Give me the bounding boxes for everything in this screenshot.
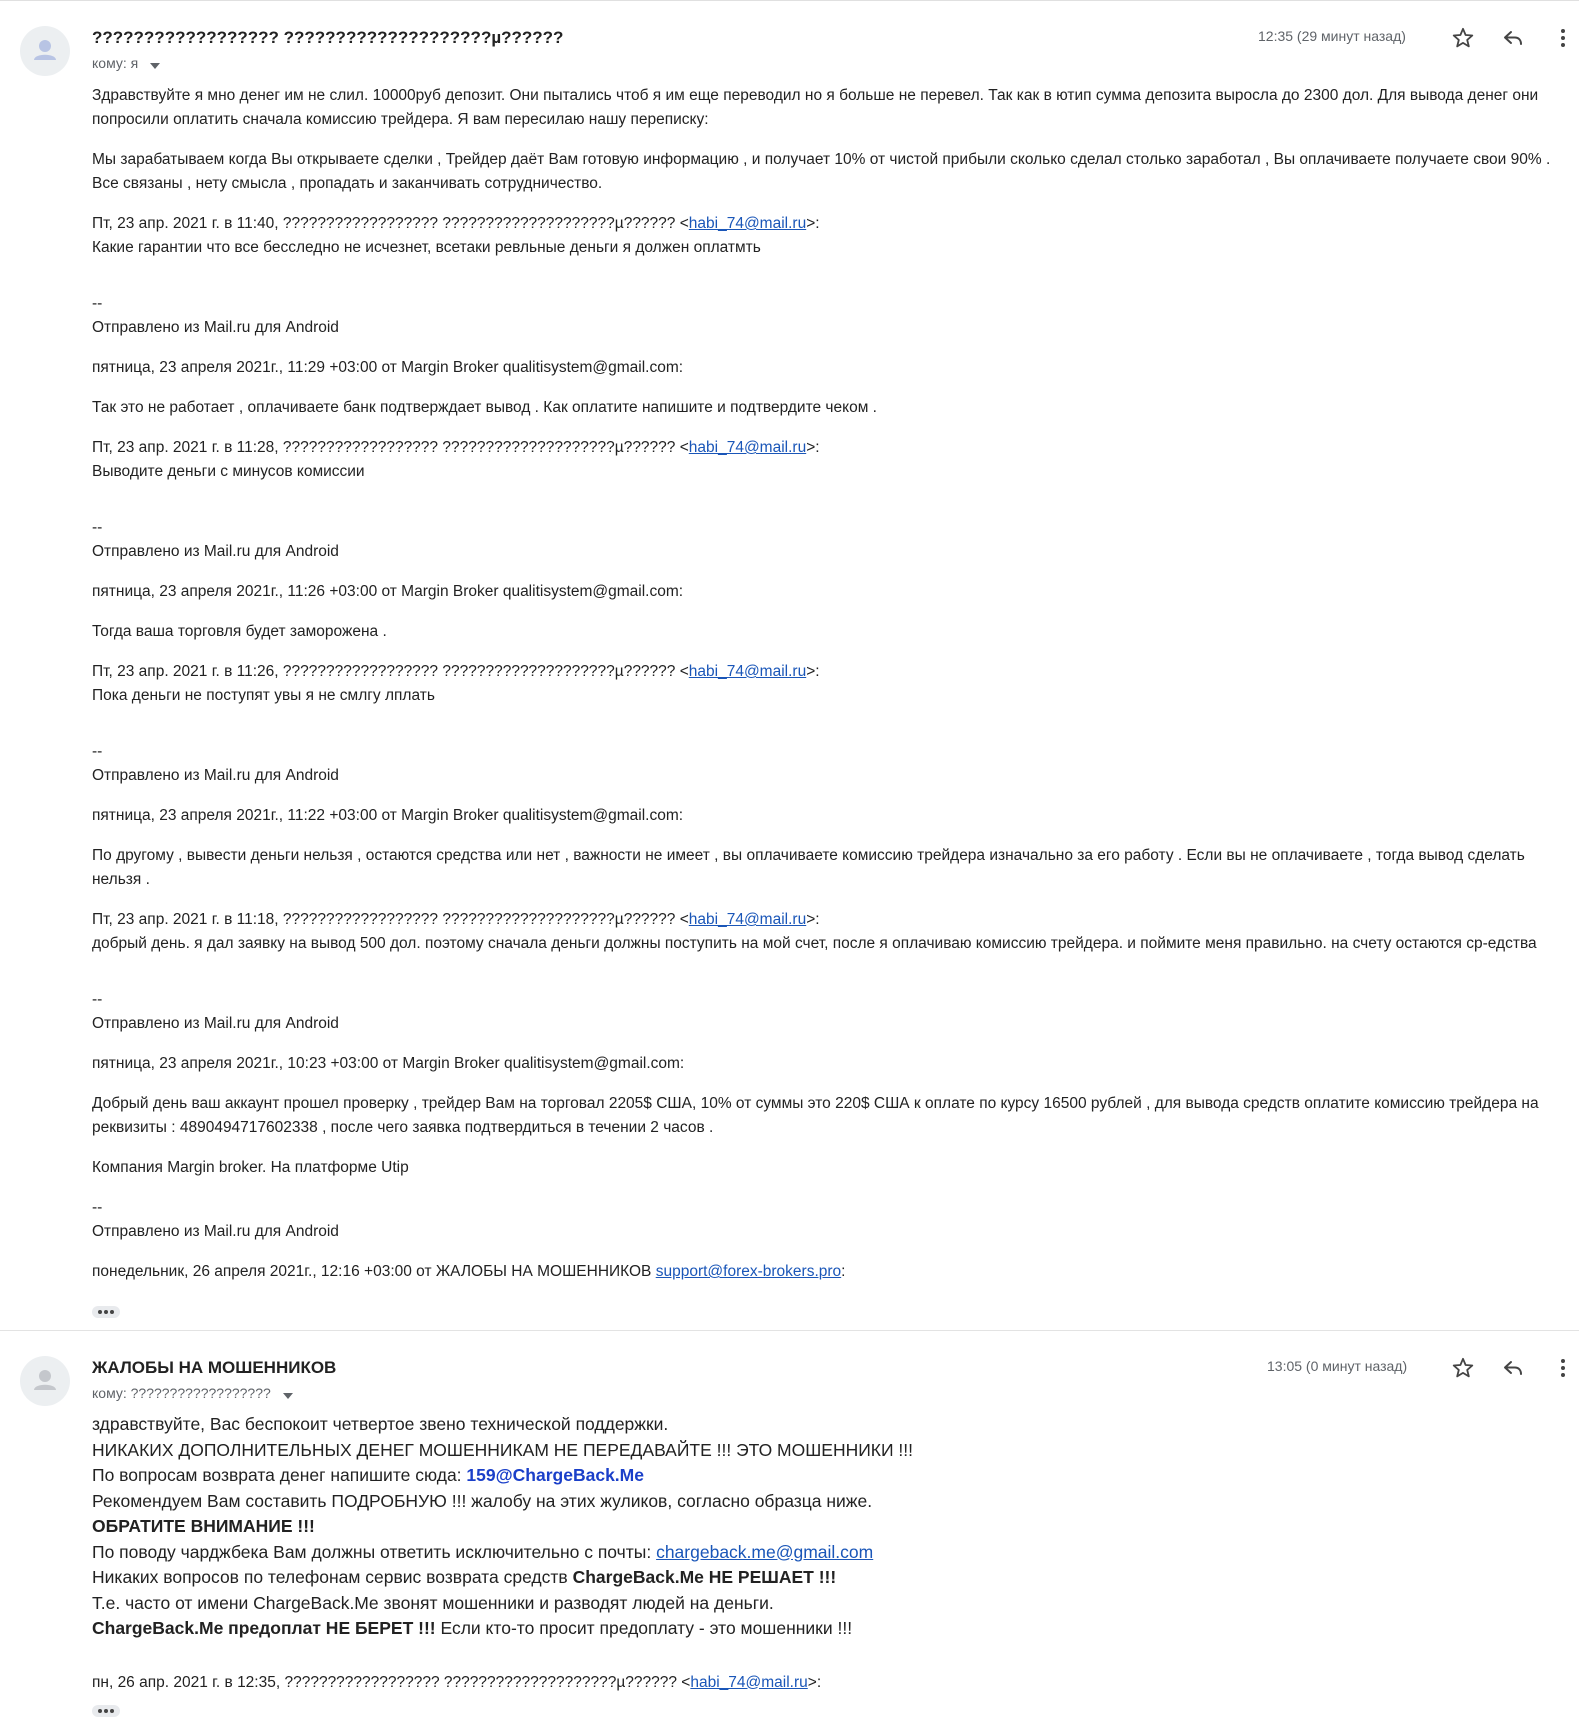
reply-header: пятница, 23 апреля 2021г., 11:26 +03:00 от Margin Broker qualitisystem@gmail.com: <box>92 583 684 600</box>
more-vert-icon[interactable] <box>1547 22 1579 54</box>
email-message <box>0 1330 1579 1715</box>
signature: Отправлено из Mail.ru для Android <box>92 1015 339 1032</box>
body-line: ChargeBack.Me предоплат НЕ БЕРЕТ !!! Если кто-то просит предоплату - это мошенники !!! <box>92 1618 853 1638</box>
body-line: По вопросам возврата денег напишите сюда: 159@ChargeBack.Me <box>92 1465 644 1485</box>
email-link[interactable]: habi_74@mail.ru <box>688 663 807 680</box>
body-line: Т.е. часто от имени ChargeBack.Me звонят мошенники и разводят людей на деньги. <box>92 1592 774 1613</box>
quote-header: Пт, 23 апр. 2021 г. в 11:26, ?????????????????? ????????????????????µ?????? <habi_74@mail.ru>: <box>92 663 820 680</box>
quote-header: пн, 26 апр. 2021 г. в 12:35, ?????????????????? ????????????????????µ?????? <habi_74@mail.ru>: <box>92 1673 822 1691</box>
chevron-down-icon[interactable] <box>283 1386 293 1402</box>
body-line: Рекомендуем Вам составить ПОДРОБНУЮ !!! жалобу на этих жуликов, согласно образца ниже. <box>92 1490 873 1511</box>
signature: Отправлено из Mail.ru для Android <box>92 767 339 784</box>
recipient-label: кому: я <box>92 55 139 71</box>
quote-header: Пт, 23 апр. 2021 г. в 11:28, ?????????????????? ????????????????????µ?????? <habi_74@mail.ru>: <box>92 439 820 456</box>
recipient-line[interactable] <box>92 55 160 72</box>
quoted-text: Пока деньги не поступят увы я не смлгу лплать <box>92 687 435 704</box>
quoted-text: Какие гарантии что все бесследно не исчезнет, всетаки ревльные деньги я должен оплатмть <box>92 239 761 256</box>
message-time: 12:35 (29 минут назад) <box>1258 28 1406 44</box>
recipient-line[interactable] <box>92 1385 293 1402</box>
email-link[interactable]: habi_74@mail.ru <box>690 1673 808 1691</box>
quoted-text: добрый день. я дал заявку на вывод 500 дол. поэтому сначала деньги должны поступить на мой счет, после я оплачиваю комиссию трейдера. и поймите меня правильно. на счету остаются ср-едства <box>92 935 1537 952</box>
email-link[interactable]: habi_74@mail.ru <box>688 911 807 928</box>
reply-text: Так это не работает , оплачиваете банк подтверждает вывод . Как оплатите напишите и подтвердите чеком . <box>92 399 877 416</box>
message-body <box>92 84 1572 1324</box>
body-line: По поводу чарджбека Вам должны ответить исключительно с почты: chargeback.me@gmail.com <box>92 1541 874 1562</box>
reply-text: Тогда ваша торговля будет заморожена . <box>92 623 387 640</box>
recipient-label: кому: ?????????????????? <box>92 1385 271 1401</box>
avatar-icon[interactable] <box>20 1356 70 1406</box>
quoted-text: Выводите деньги с минусов комиссии <box>92 463 365 480</box>
chargeback-email[interactable]: 159@ChargeBack.Me <box>466 1465 644 1485</box>
sender-name[interactable]: ?????????????????? ????????????????????µ?????? <box>92 28 564 47</box>
message-time: 13:05 (0 минут назад) <box>1267 1358 1408 1374</box>
company-line: Компания Margin broker. На платформе Utip <box>92 1159 409 1176</box>
paragraph: Мы зарабатываем когда Вы открываете сделки , Трейдер даёт Вам готовую информацию , и получает 10% от чистой прибыли сколько сделал столько заработал , Вы оплачиваете получаете свои 90% . Все связаны , нету смысла , пропадать и заканчивать сотрудничество. <box>92 151 1551 192</box>
sender-name[interactable]: ЖАЛОБЫ НА МОШЕННИКОВ <box>92 1358 337 1377</box>
reply-header: пятница, 23 апреля 2021г., 11:22 +03:00 от Margin Broker qualitisystem@gmail.com: <box>92 807 684 824</box>
signature-dashes: -- <box>92 295 103 312</box>
signature-dashes: -- <box>92 743 103 760</box>
star-icon[interactable] <box>1447 22 1479 54</box>
reply-icon[interactable] <box>1497 22 1529 54</box>
signature: Отправлено из Mail.ru для Android <box>92 319 339 336</box>
chevron-down-icon[interactable] <box>150 56 160 72</box>
email-link[interactable]: chargeback.me@gmail.com <box>656 1541 874 1562</box>
reply-text: По другому , вывести деньги нельзя , остаются средства или нет , важности не имеет , вы оплачиваете комиссию трейдера изначально за его работу . Если вы не оплачиваете , тогда вывод сделать нельзя . <box>92 847 1525 888</box>
ellipsis-icon[interactable] <box>92 1705 120 1717</box>
reply-header: пятница, 23 апреля 2021г., 11:29 +03:00 от Margin Broker qualitisystem@gmail.com: <box>92 359 684 376</box>
signature: Отправлено из Mail.ru для Android <box>92 1223 339 1240</box>
signature-dashes: -- <box>92 991 103 1008</box>
signature: Отправлено из Mail.ru для Android <box>92 543 339 560</box>
paragraph: Здравствуйте я мно денег им не слил. 10000руб депозит. Они пытались чтоб я им еще переводил но я больше не перевел. Так как в ютип сумма депозита выросла до 2300 дол. Для вывода денег они попросили оплатить сначала комиссию трейдера. Я вам пересилаю нашу переписку: <box>92 87 1539 128</box>
email-link[interactable]: support@forex-brokers.pro <box>655 1263 842 1280</box>
body-line: Никаких вопросов по телефонам сервис возврата средств ChargeBack.Me НЕ РЕШАЕТ !!! <box>92 1567 837 1587</box>
signature-dashes: -- <box>92 519 103 536</box>
reply-icon[interactable] <box>1497 1352 1529 1384</box>
signature-dashes: -- <box>92 1199 103 1216</box>
forward-header: понедельник, 26 апреля 2021г., 12:16 +03:00 от ЖАЛОБЫ НА МОШЕННИКОВ support@forex-brokers.pro: <box>92 1263 846 1280</box>
avatar-icon[interactable] <box>20 26 70 76</box>
email-link[interactable]: habi_74@mail.ru <box>688 215 807 232</box>
body-line: ОБРАТИТЕ ВНИМАНИЕ !!! <box>92 1516 315 1536</box>
reply-header: пятница, 23 апреля 2021г., 10:23 +03:00 от Margin Broker qualitisystem@gmail.com: <box>92 1055 685 1072</box>
body-line: НИКАКИХ ДОПОЛНИТЕЛЬНЫХ ДЕНЕГ МОШЕННИКАМ НЕ ПЕРЕДАВАЙТЕ !!! ЭТО МОШЕННИКИ !!! <box>92 1439 914 1460</box>
quote-header: Пт, 23 апр. 2021 г. в 11:18, ?????????????????? ????????????????????µ?????? <habi_74@mail.ru>: <box>92 911 820 928</box>
message-body <box>92 1412 1572 1721</box>
body-line: здравствуйте, Вас беспокоит четвертое звено технической поддержки. <box>92 1414 669 1434</box>
quote-header: Пт, 23 апр. 2021 г. в 11:40, ?????????????????? ????????????????????µ?????? <habi_74@mail.ru>: <box>92 215 820 232</box>
star-icon[interactable] <box>1447 1352 1479 1384</box>
ellipsis-icon[interactable] <box>92 1306 120 1318</box>
email-link[interactable]: habi_74@mail.ru <box>688 439 807 456</box>
reply-text: Добрый день ваш аккаунт прошел проверку , трейдер Вам на торговал 2205$ США, 10% от суммы это 220$ США к оплате по курсу 16500 рублей , для вывода средств оплатите комиссию трейдера на реквизиты : 4890494717602338 , после чего заявка подтвердиться в течении 2 часов . <box>92 1095 1539 1136</box>
more-vert-icon[interactable] <box>1547 1352 1579 1384</box>
